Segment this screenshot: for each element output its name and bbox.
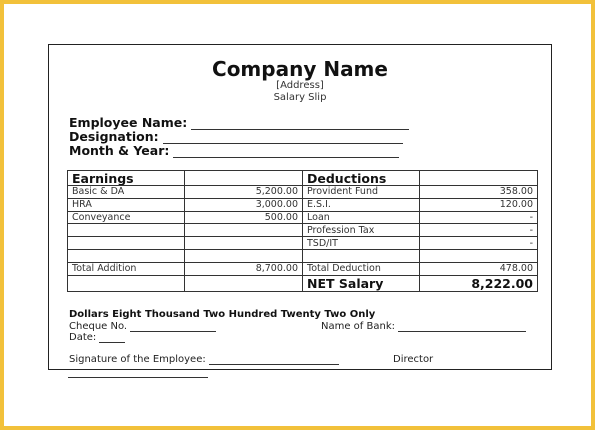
deduction-amount: - — [420, 211, 538, 224]
bottom-rule — [68, 377, 208, 378]
deduction-label: E.S.I. — [303, 198, 420, 211]
total-addition-label: Total Addition — [68, 262, 185, 275]
earning-label — [68, 237, 185, 250]
bank-label: Name of Bank: — [321, 321, 395, 332]
earning-label — [68, 249, 185, 262]
company-address: [Address] — [276, 80, 324, 91]
cheque-label: Cheque No. — [69, 321, 128, 332]
pay-table — [67, 170, 538, 292]
employee-signature-field — [69, 354, 339, 365]
deductions-header: Deductions — [303, 171, 420, 186]
month-year-label: Month & Year: — [69, 143, 170, 158]
deduction-amount: - — [420, 224, 538, 237]
table-row — [68, 198, 538, 211]
employee-name-field — [69, 116, 409, 130]
total-addition-amount: 8,700.00 — [185, 262, 303, 275]
earning-amount: 3,000.00 — [185, 198, 303, 211]
earning-label: Conveyance — [68, 211, 185, 224]
earning-label: HRA — [68, 198, 185, 211]
table-row — [68, 186, 538, 199]
company-name: Company Name — [212, 57, 388, 81]
earning-amount — [185, 237, 303, 250]
deductions-header-blank — [420, 171, 538, 186]
page-frame — [4, 4, 591, 426]
employee-signature-label: Signature of the Employee: — [69, 354, 206, 365]
designation-line — [163, 131, 403, 144]
earning-amount: 5,200.00 — [185, 186, 303, 199]
earnings-header: Earnings — [68, 171, 185, 186]
deduction-label: Profession Tax — [303, 224, 420, 237]
net-salary-amount: 8,222.00 — [420, 275, 538, 291]
cheque-field — [69, 321, 216, 332]
month-year-line — [173, 145, 399, 158]
employee-name-label: Employee Name: — [69, 115, 188, 130]
deduction-label: Loan — [303, 211, 420, 224]
table-row — [68, 211, 538, 224]
table-row — [68, 237, 538, 250]
salary-slip — [48, 44, 552, 370]
slip-title: Salary Slip — [273, 92, 327, 103]
table-row — [68, 249, 538, 262]
date-field — [69, 332, 125, 343]
deduction-label: TSD/IT — [303, 237, 420, 250]
total-deduction-label: Total Deduction — [303, 262, 420, 275]
earning-label — [68, 224, 185, 237]
deduction-amount: - — [420, 237, 538, 250]
pay-table-header — [68, 171, 538, 186]
director-label: Director — [393, 354, 434, 365]
earning-label: Basic & DA — [68, 186, 185, 199]
bank-line — [398, 321, 526, 332]
earning-amount — [185, 249, 303, 262]
net-salary-label: NET Salary — [303, 275, 420, 291]
deduction-amount: 120.00 — [420, 198, 538, 211]
net-blank-1 — [68, 275, 185, 291]
date-line — [99, 332, 125, 343]
earnings-header-blank — [185, 171, 303, 186]
deduction-amount — [420, 249, 538, 262]
month-year-field — [69, 144, 399, 158]
net-salary-row — [68, 275, 538, 291]
employee-name-line — [191, 117, 409, 130]
deduction-label — [303, 249, 420, 262]
employee-signature-line — [209, 354, 339, 365]
designation-field — [69, 130, 403, 144]
deduction-label: Provident Fund — [303, 186, 420, 199]
bank-field — [321, 321, 526, 332]
earning-amount — [185, 224, 303, 237]
date-label: Date: — [69, 332, 97, 343]
net-blank-2 — [185, 275, 303, 291]
earning-amount: 500.00 — [185, 211, 303, 224]
deduction-amount: 358.00 — [420, 186, 538, 199]
amount-in-words: Dollars Eight Thousand Two Hundred Twenty Two Only — [69, 309, 376, 320]
cheque-line — [130, 321, 216, 332]
designation-label: Designation: — [69, 129, 159, 144]
table-row — [68, 224, 538, 237]
total-deduction-amount: 478.00 — [420, 262, 538, 275]
totals-row — [68, 262, 538, 275]
